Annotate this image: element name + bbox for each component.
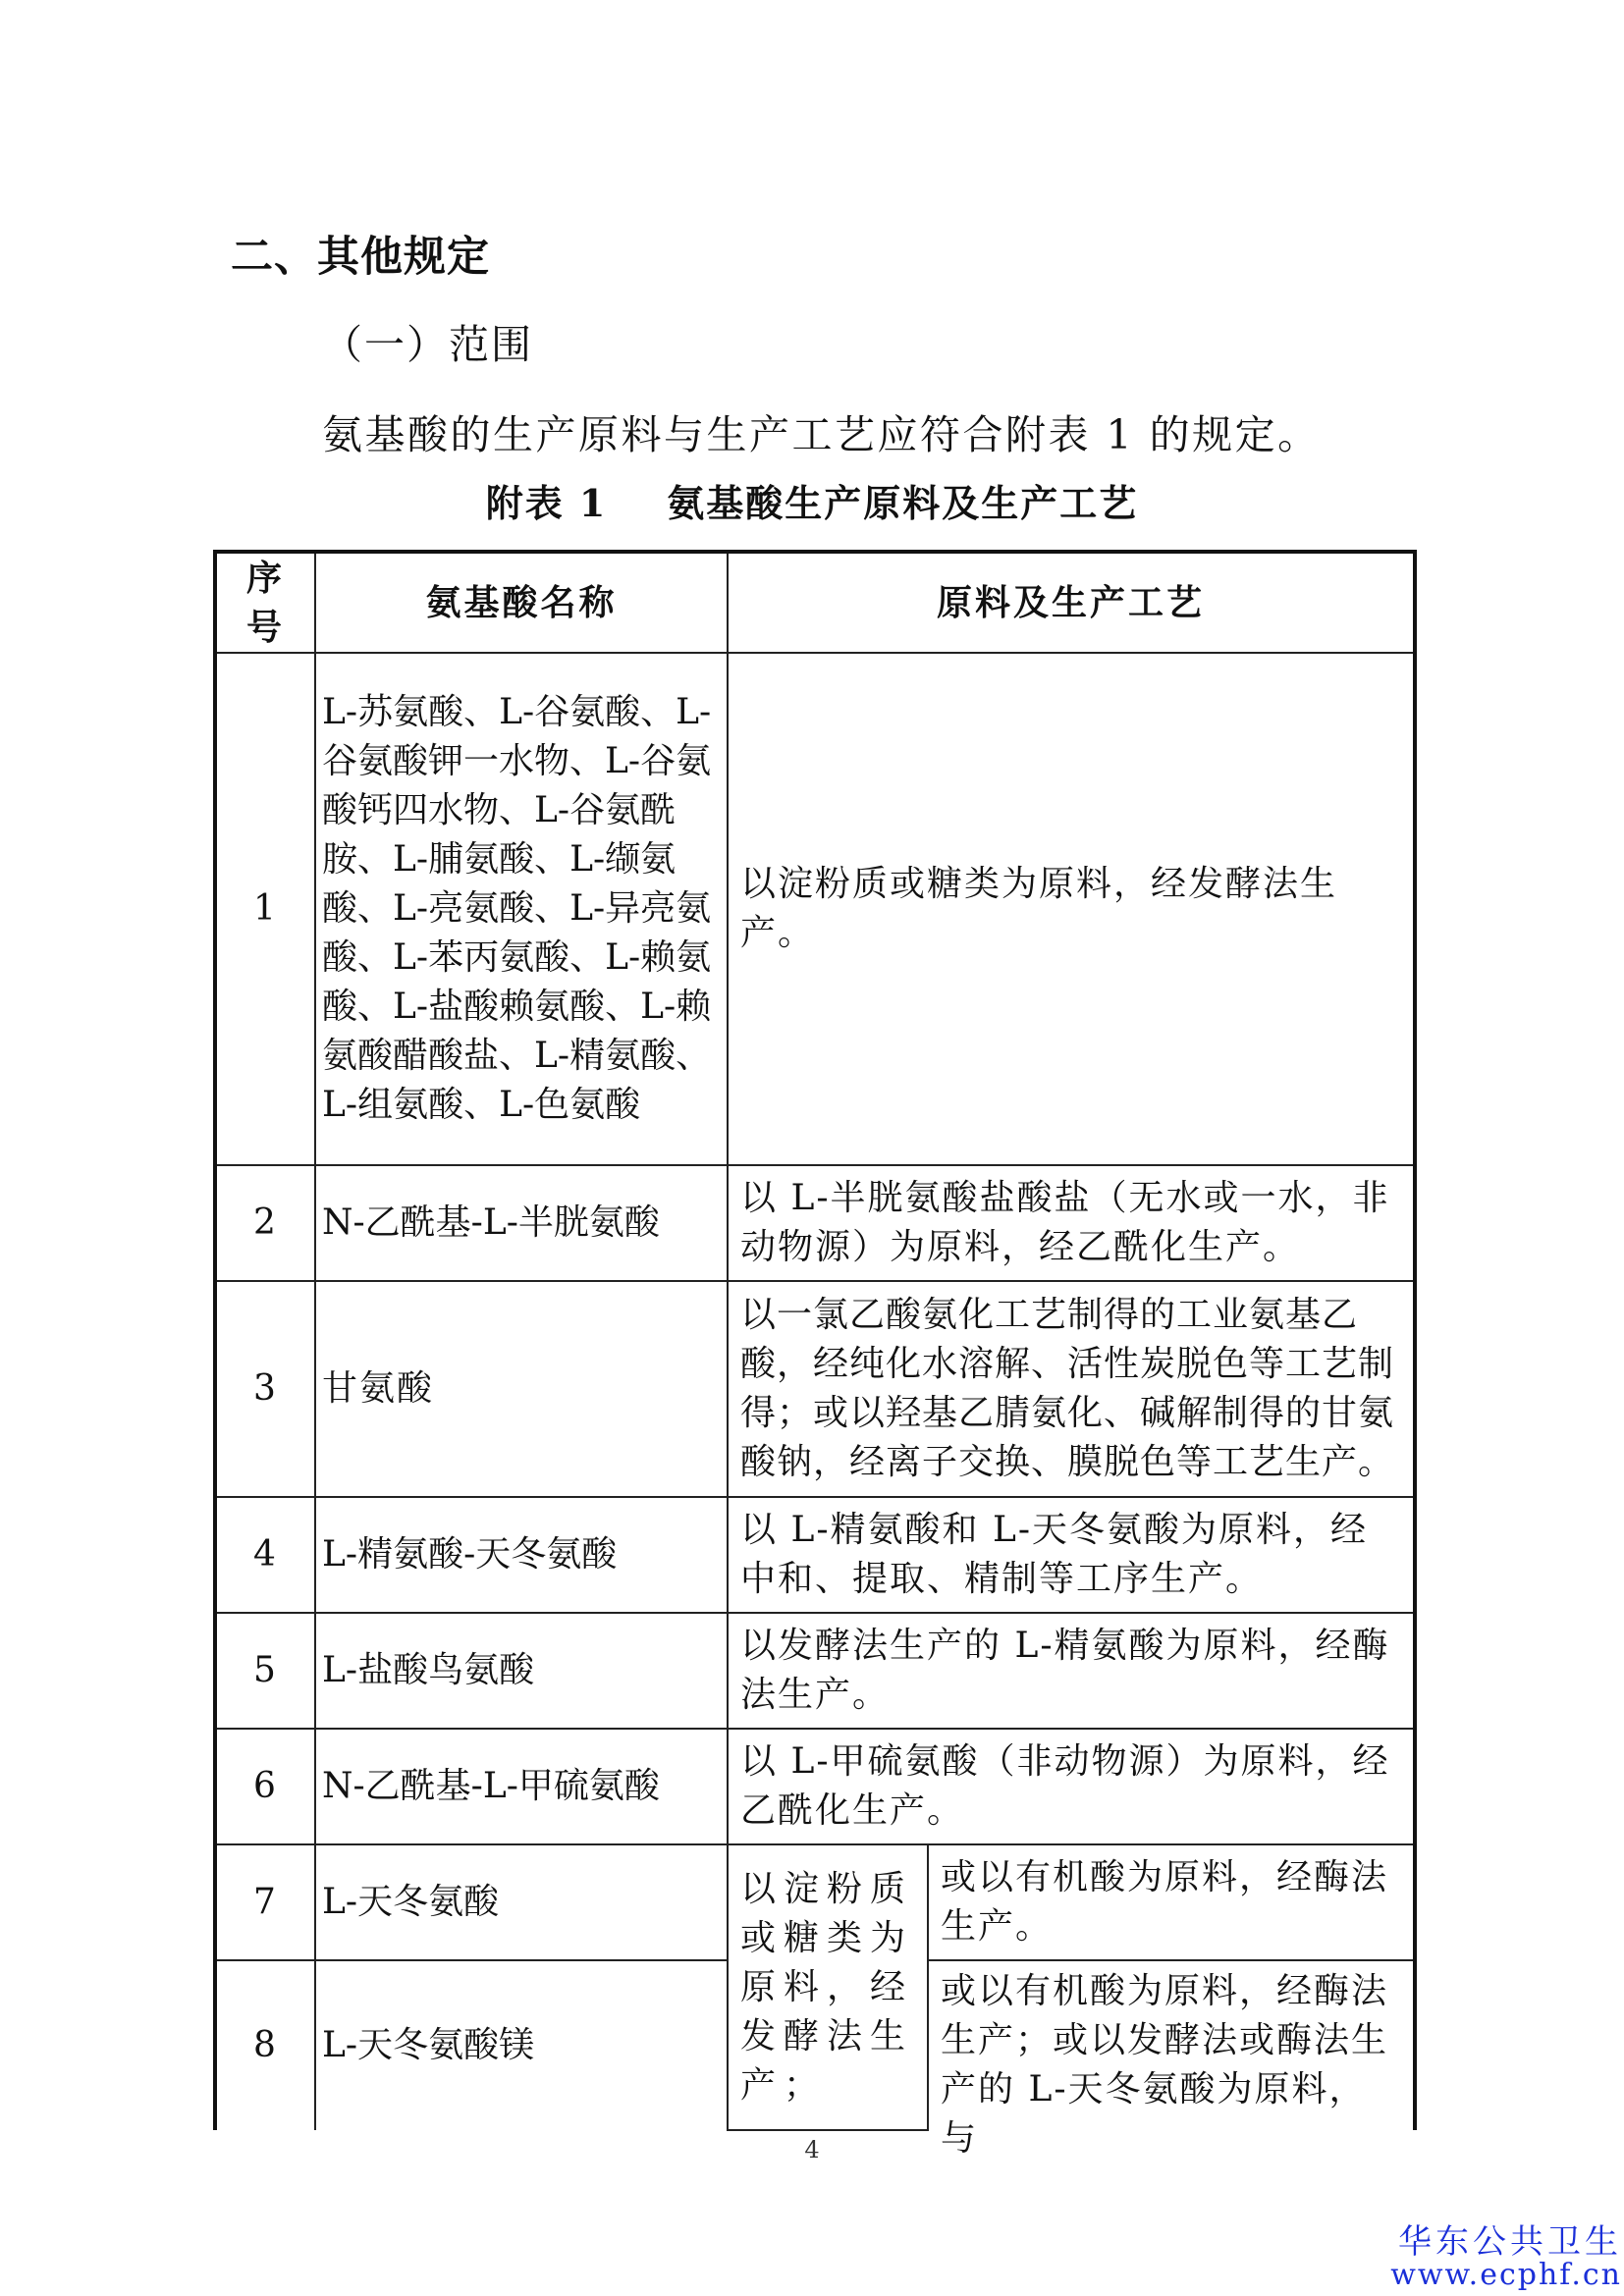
watermark-name: 华东公共卫生	[1398, 2222, 1622, 2262]
header-name: 氨基酸名称	[315, 552, 728, 653]
watermark-url: www.ecphf.cn	[1390, 2258, 1622, 2292]
amino-acid-table	[213, 550, 1417, 2159]
row-number: 1	[215, 653, 315, 1165]
page-number: 4	[804, 2136, 820, 2163]
process-description: 以 L-精氨酸和 L-天冬氨酸为原料，经中和、提取、精制等工序生产。	[728, 1497, 1415, 1613]
table-row	[215, 1844, 1415, 1960]
process-description: 以一氯乙酸氨化工艺制得的工业氨基乙酸，经纯化水溶解、活性炭脱色等工艺制得；或以羟基乙腈氨化、碱解制得的甘氨酸钠，经离子交换、膜脱色等工艺生产。	[728, 1281, 1415, 1497]
table-row	[215, 1729, 1415, 1844]
process-description: 或以有机酸为原料，经酶法生产。	[928, 1844, 1415, 1960]
table-header-row	[215, 552, 1415, 653]
table-row	[215, 1281, 1415, 1497]
subsection-heading: （一）范围	[322, 321, 533, 368]
header-process: 原料及生产工艺	[728, 552, 1415, 653]
table-row	[215, 653, 1415, 1165]
process-description: 以发酵法生产的 L-精氨酸为原料，经酶法生产。	[728, 1613, 1415, 1729]
row-number: 7	[215, 1844, 315, 1960]
shared-process-description: 以淀粉质或糖类为原料，经发酵法生产；	[728, 1844, 928, 2130]
process-description: 以 L-甲硫氨酸（非动物源）为原料，经乙酰化生产。	[728, 1729, 1415, 1844]
process-description-cell	[928, 1960, 1415, 2159]
amino-acid-name: N-乙酰基-L-甲硫氨酸	[315, 1729, 728, 1844]
row-number: 5	[215, 1613, 315, 1729]
amino-acid-name: N-乙酰基-L-半胱氨酸	[315, 1165, 728, 1281]
amino-acid-name: L-精氨酸-天冬氨酸	[315, 1497, 728, 1613]
table-row	[215, 1165, 1415, 1281]
process-description: 或以有机酸为原料，经酶法生产；或以发酵法或酶法生产的 L-天冬氨酸为原料，与	[941, 1971, 1389, 2159]
amino-acid-name: L-天冬氨酸	[315, 1844, 728, 1960]
header-no: 序号	[215, 552, 315, 653]
row-number: 3	[215, 1281, 315, 1497]
amino-acid-name: L-苏氨酸、L-谷氨酸、L-谷氨酸钾一水物、L-谷氨酸钙四水物、L-谷氨酰胺、L-脯氨酸、L-缬氨酸、L-亮氨酸、L-异亮氨酸、L-苯丙氨酸、L-赖氨酸、L-盐酸赖氨酸、L-赖氨酸醋酸盐、L-精氨酸、L-组氨酸、L-色氨酸	[315, 653, 728, 1165]
section-heading: 二、其他规定	[231, 233, 490, 282]
amino-acid-name: L-盐酸鸟氨酸	[315, 1613, 728, 1729]
row-number: 2	[215, 1165, 315, 1281]
row-number: 6	[215, 1729, 315, 1844]
amino-acid-name: L-天冬氨酸镁	[315, 1960, 728, 2130]
process-description: 以淀粉质或糖类为原料，经发酵法生产。	[728, 653, 1415, 1165]
row-number: 4	[215, 1497, 315, 1613]
table-caption: 附表 1 氨基酸生产原料及生产工艺	[485, 481, 1139, 525]
table-row	[215, 1497, 1415, 1613]
table-row	[215, 1613, 1415, 1729]
process-description: 以 L-半胱氨酸盐酸盐（无水或一水，非动物源）为原料，经乙酰化生产。	[728, 1165, 1415, 1281]
row-number: 8	[215, 1960, 315, 2130]
intro-paragraph: 氨基酸的生产原料与生产工艺应符合附表 1 的规定。	[322, 411, 1321, 458]
amino-acid-name: 甘氨酸	[315, 1281, 728, 1497]
